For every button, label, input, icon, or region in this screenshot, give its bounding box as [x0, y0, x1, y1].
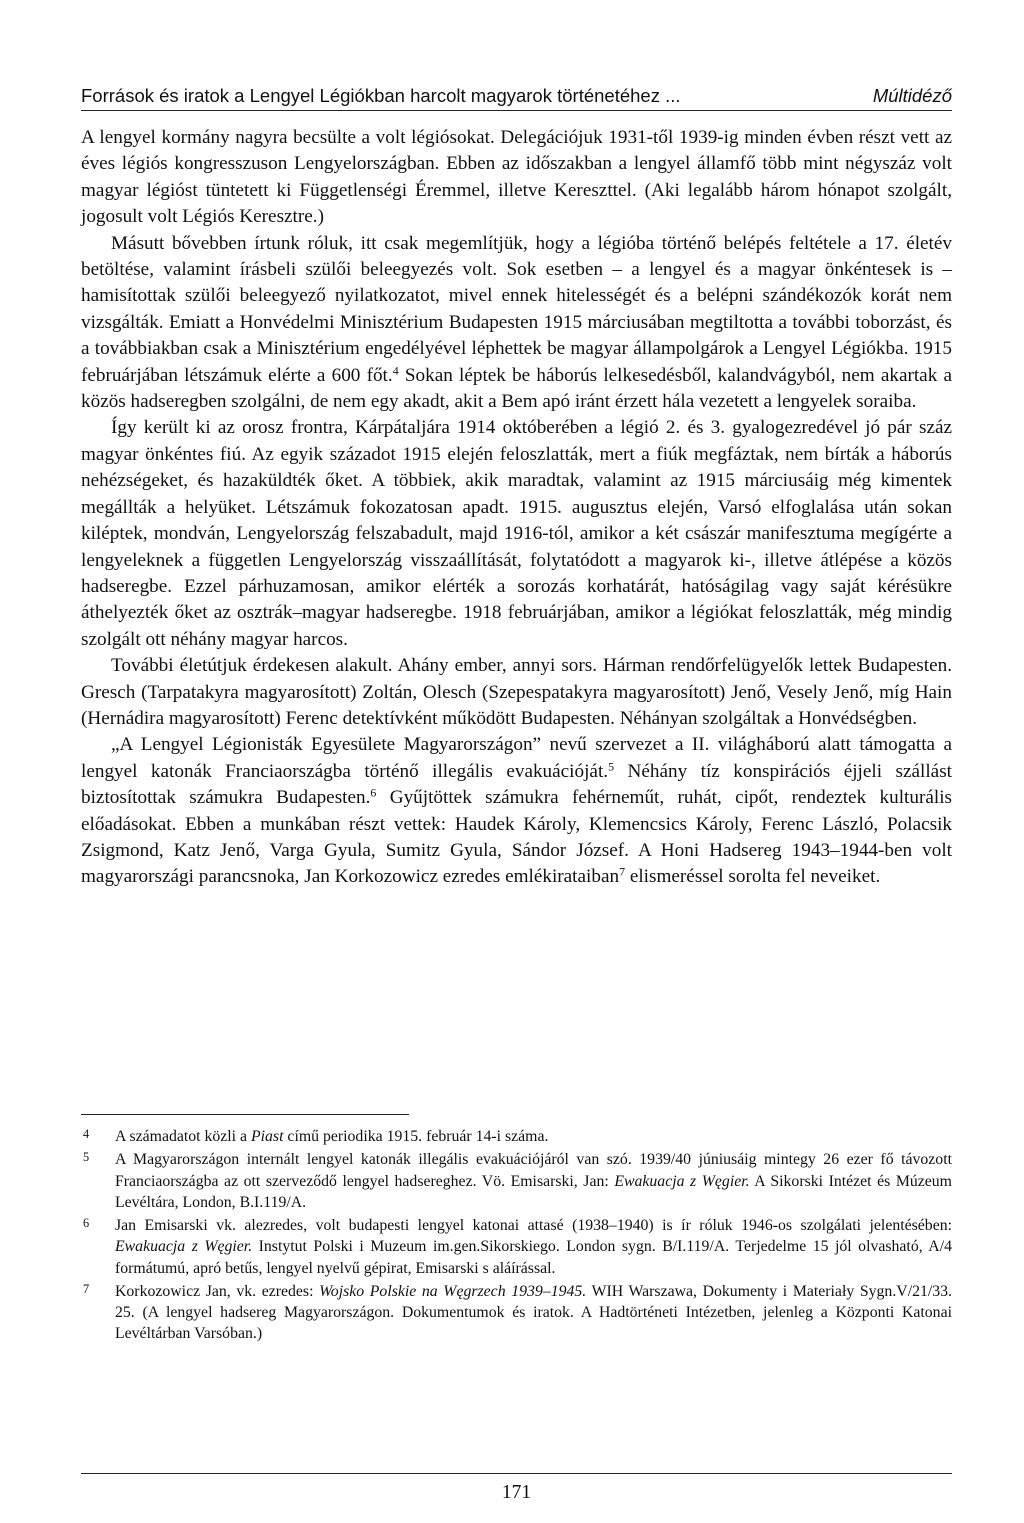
footnote-separator — [81, 1114, 409, 1115]
footnote-text — [115, 1126, 952, 1147]
footnote-number: 5 — [83, 1150, 90, 1165]
text-run: A lengyel kormány nagyra becsülte a volt légiósokat. Delegációjuk 1931-től 1939-ig minden évben részt vett az éves légiós kongresszuson Lengyelországban. Ebben az időszakban a lengyel államfő több mint négyszáz volt magyar légióst tüntetett ki Függetlenségi Éremmel, illetve Kereszttel. (Aki legalább három hónapot szolgált, jogosult volt Légiós Keresztre.) — [81, 127, 952, 228]
text-run: Néhány tíz konspirációs éjjeli szállást biztosítottak számukra Budapesten. — [81, 760, 952, 809]
footnote-ref: 6 — [370, 785, 377, 800]
text-run: WIH Warszawa, Dokumenty i Materiały Sygn.V/21/33. 25. (A lengyel hadsereg Magyarországon. Dokumentumok és iratok. A Hadtörténeti Intézetben, jelenleg a Központi Katonai Levéltárban Varsóban.) — [115, 1282, 953, 1343]
footnote-ref: 4 — [392, 363, 399, 378]
footnote-text — [115, 1281, 952, 1345]
text-run: Másutt bővebben írtunk róluk, itt csak megemlítjük, hogy a légióba történő belépés feltétele a 17. életév betöltése, valamint írásbeli szülői beleegyezés volt. Sok esetben – a lengyel és a magyar önkéntesek is – hamisítottak szülői beleegyező nyilatkozatot, mivel ennek hitelességét és a belépni szándékozók korát nem vizsgálták. Emiatt a Honvédelmi Minisztérium Budapesten 1915 márciusában megtiltotta a további toborzást, és a továbbiakban csak a Minisztérium engedélyével léphettek be magyar állampolgárok a Lengyel Légiókba. 1915 februárjában létszámuk elérte a 600 főt. — [81, 232, 952, 386]
footnote — [81, 1149, 952, 1213]
italic-text: Piast — [251, 1128, 284, 1145]
footnote-number: 4 — [83, 1127, 90, 1141]
footnote-ref: 5 — [608, 759, 615, 774]
paragraph — [81, 125, 952, 231]
text-run: Jan Emisarski vk. alezredes, volt budapesti lengyel katonai attasé (1938–1940) is ír róluk 1946-os szolgálati jelentésében: — [115, 1217, 952, 1235]
running-head — [81, 84, 952, 108]
running-head-title: Források és iratok a Lengyel Légiókban harcolt magyarok történetéhez ... — [81, 85, 681, 106]
footnote — [81, 1215, 952, 1279]
text-run: További életútjuk érdekesen alakult. Ahány ember, annyi sors. Hárman rendőrfelügyelők lettek Budapesten. Gresch (Tarpatakyra magyarosított) Zoltán, Olesch (Szepespatakyra magyarosított) Jenő, Vesely Jenő, míg Hain (Hernádira magyarosított) Ferenc detektívként működött Budapesten. Néhányan szolgáltak a Honvédségben. — [81, 655, 952, 729]
body-text — [81, 125, 952, 891]
footnote-text — [115, 1149, 952, 1213]
italic-text: Ewakuacja z Węgier. — [614, 1172, 750, 1190]
footnote-number: 6 — [83, 1216, 90, 1231]
footnote-number: 7 — [83, 1281, 90, 1296]
italic-text: Wojsko Polskie na Węgrzech 1939–1945. — [319, 1282, 587, 1300]
page-number: 171 — [501, 1482, 532, 1503]
paragraph — [81, 653, 952, 732]
italic-text: Ewakuacja z Węgier. — [115, 1238, 253, 1256]
footnote-ref: 7 — [619, 864, 626, 879]
footnote — [81, 1126, 952, 1147]
text-run: Sokan léptek be háborús lelkesedésből, kalandvágyból, nem akartak a közös hadseregben szolgálni, de nem egy akadt, akit a Bem apó iránt érzett hála vezetett a lengyelek soraiba. — [81, 364, 953, 413]
text-run: című periodika 1915. február 14-i száma. — [283, 1128, 549, 1145]
text-run: „A Lengyel Légionisták Egyesülete Magyarországon” nevű szervezet a II. világháború alatt támogatta a lengyel katonák Franciaországba történő illegális evakuációját. — [81, 734, 952, 782]
footer-rule — [81, 1473, 952, 1474]
paragraph — [81, 732, 952, 890]
paragraph — [81, 231, 952, 416]
footnote — [81, 1281, 952, 1345]
text-run: A számadatot közli a — [115, 1128, 251, 1145]
header-rule — [81, 110, 952, 111]
text-run: Korkozowicz Jan, vk. ezredes: — [115, 1282, 320, 1300]
text-run: Gyűjtöttek számukra fehérneműt, ruhát, cipőt, rendeztek kulturális előadásokat. Ebben a munkában részt vettek: Haudek Károly, Klemencsics Károly, Ferenc László, Polacsik Zsigmond, Katz Jenő, Varga Gyula, Sumitz Gyula, Sándor József. A Honi Hadsereg 1943–1944-ben volt magyarországi parancsnoka, Jan Korkozowicz ezredes emlékirataiban — [81, 787, 952, 888]
text-run: A Sikorski Intézet és Múzeum Levéltára, London, B.I.119/A. — [115, 1172, 952, 1211]
text-run: A Magyarországon internált lengyel katonák illegális evakuációjáról van szó. 1939/40 júniusáig mintegy 26 ezer fő távozott Franciaországba az ott szerveződő lengyel hadsereghez. Vö. Emisarski, Jan: — [115, 1151, 952, 1190]
text-run: Így került ki az orosz frontra, Kárpátaljára 1914 októberében a légió 2. és 3. gyalogezredével jó pár száz magyar önkéntes fiú. Az egyik századot 1915 elején feloszlatták, mert a fiúk megfáztak, nem bírták a háborús nehézségeket, és hazaküldték őket. A többiek, akik maradtak, valamint az 1915 márciusáig még kimentek megállták a helyüket. Létszámuk fokozatosan apadt. 1915. augusztus elején, Varsó elfoglalása után sokan kiléptek, mondván, Lengyelország felszabadult, majd 1916-tól, amikor a két császár manifesztuma megígérte a lengyeleknek a független Lengyelország visszaállítását, folytatódott a magyarok ki-, illetve átlépése a közös hadseregbe. Ezzel párhuzamosan, amikor elérték a sorozás korhatárát, hatóságilag vagy saját kérésükre áthelyezték őket az osztrák–magyar hadseregbe. 1918 februárjában, amikor a légiókat feloszlatták, még mindig szolgált ott néhány magyar harcos. — [81, 417, 952, 650]
running-head-series: Múltidéző — [872, 85, 952, 106]
document-page — [81, 0, 952, 1523]
footnote-text — [115, 1215, 952, 1279]
text-run: elismeréssel sorolta fel neveiket. — [625, 866, 881, 888]
paragraph — [81, 415, 952, 653]
text-run: Instytut Polski i Muzeum im.gen.Sikorskiego. London sygn. B/I.119/A. Terjedelme 15 jól olvasható, A/4 formátumú, apró betűs, lengyel nyelvű gépirat, Emisarski s aláírással. — [115, 1238, 952, 1277]
footnotes — [81, 1126, 952, 1347]
